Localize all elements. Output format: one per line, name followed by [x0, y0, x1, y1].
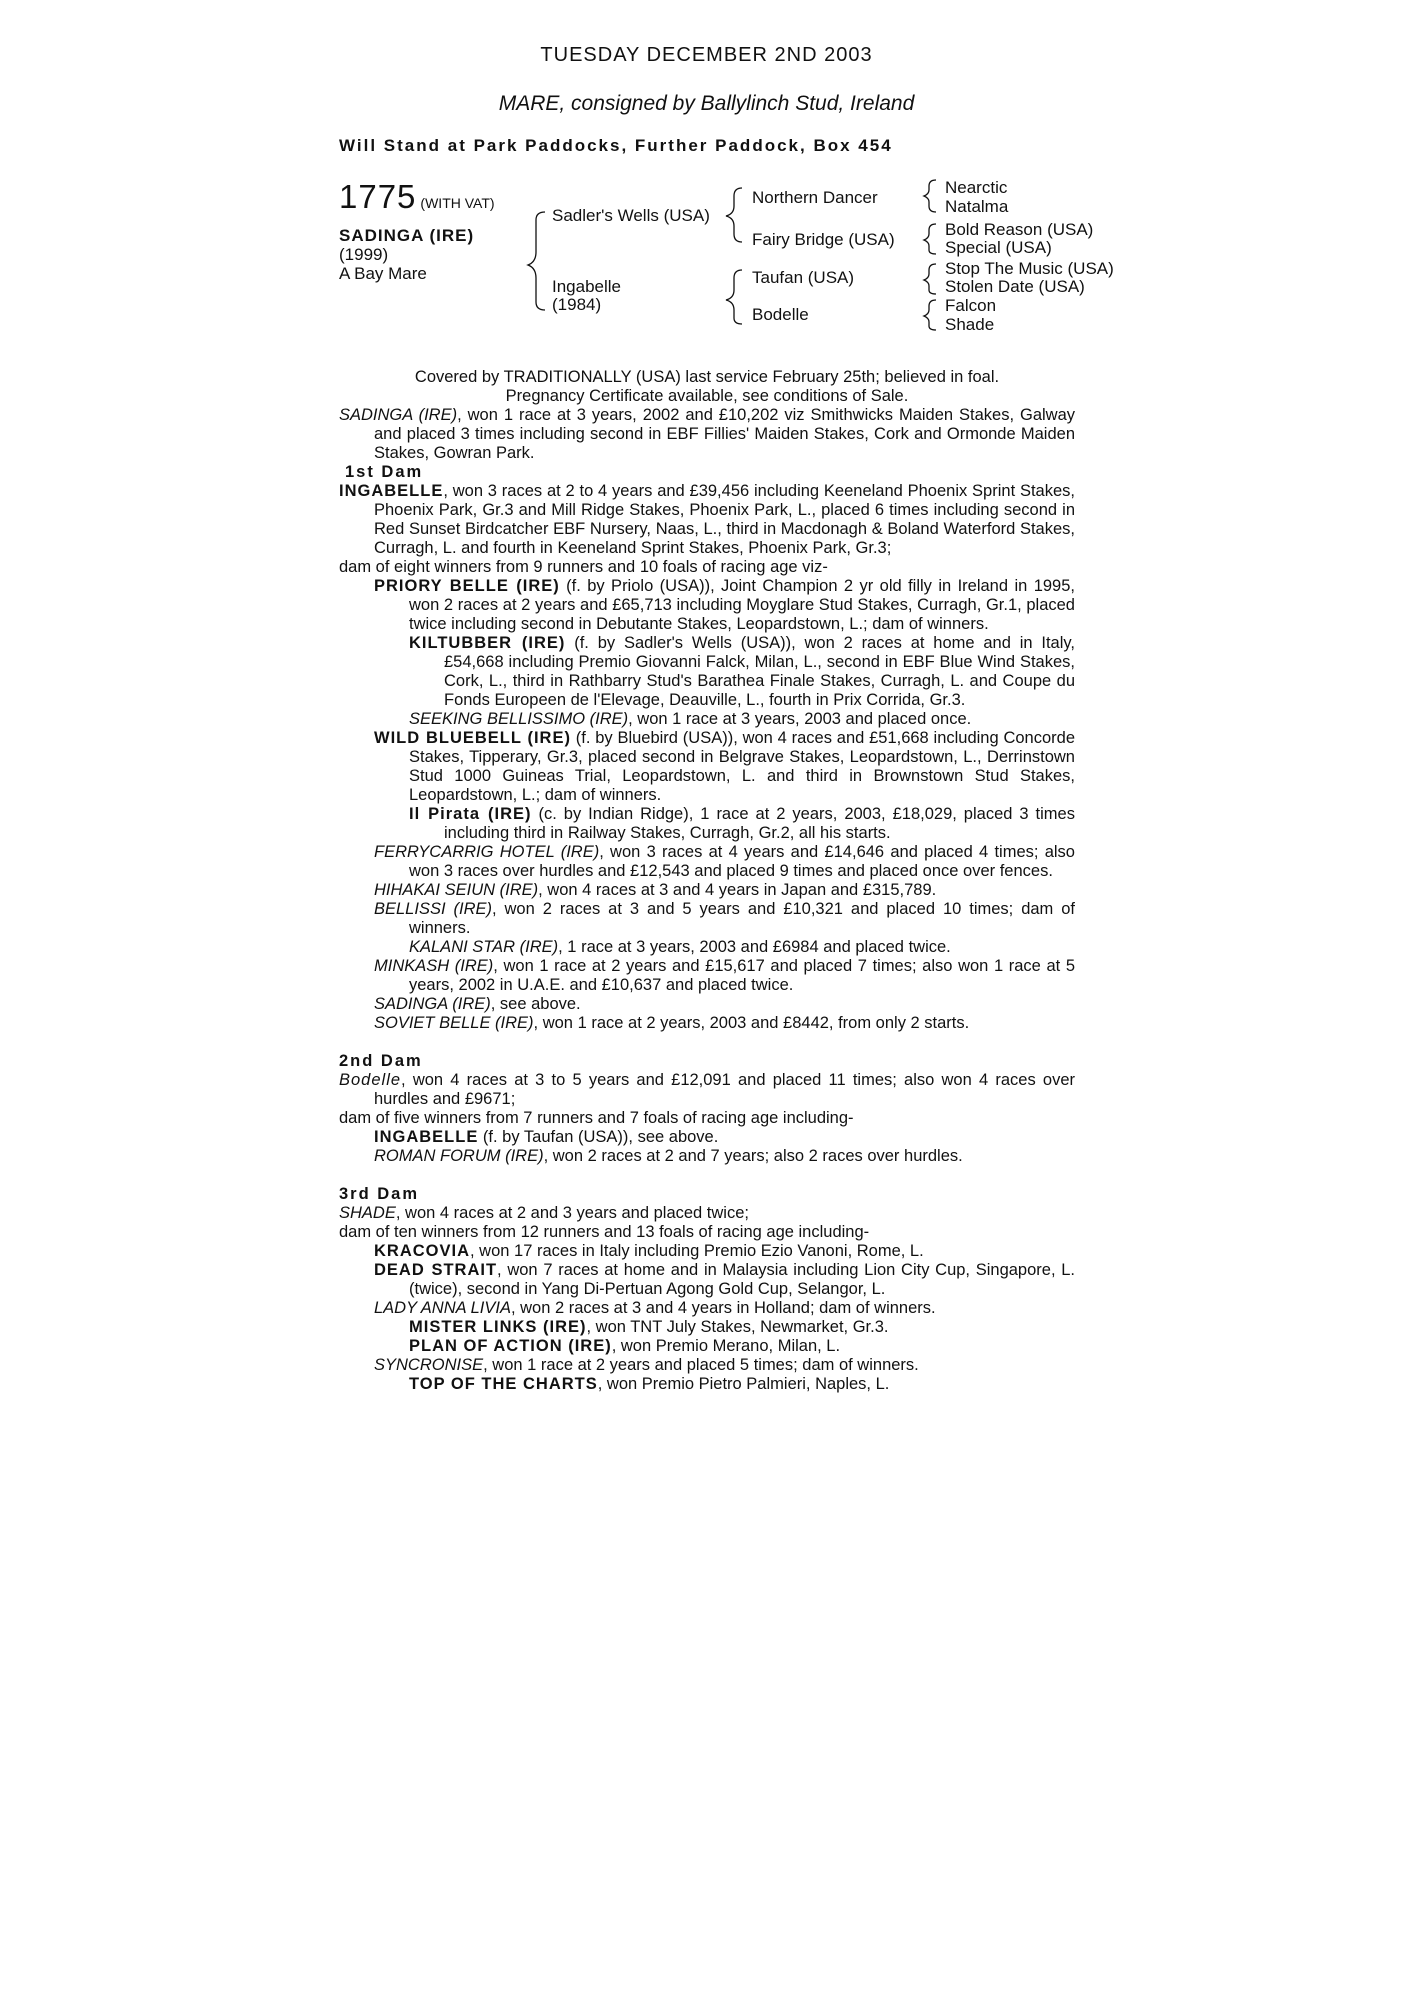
ped-g4: Special (USA): [945, 238, 1052, 257]
produce-entry-name: MINKASH (IRE): [374, 957, 494, 975]
produce-entry-text: , won 2 races at 3 and 4 years in Holland; dam of winners.: [510, 1299, 936, 1317]
produce-entry-text: , won 1 race at 2 years, 2003 and £8442, from only 2 starts.: [533, 1014, 970, 1032]
produce-entry-text: , won 1 race at 2 years and £15,617 and placed 7 times; also won 1 race at 5 years, 2002 in U.A.E. and £10,637 and placed twice.: [409, 957, 1075, 994]
produce-entry: [339, 710, 1075, 729]
produce-entry-text: , see above.: [490, 995, 581, 1013]
ped-g2: Natalma: [945, 197, 1009, 216]
produce-entry-name: SEEKING BELLISSIMO (IRE): [409, 710, 629, 728]
ped-g1: Nearctic: [945, 178, 1008, 197]
produce-entry-name: SADINGA (IRE): [374, 995, 491, 1013]
produce-entry-name: KRACOVIA: [374, 1242, 471, 1260]
produce-entry-name: Il Pirata (IRE): [409, 805, 532, 823]
produce-entry-text: , 1 race at 3 years, 2003 and £6984 and placed twice.: [558, 938, 951, 956]
lot-performance-name: SADINGA (IRE): [339, 406, 458, 424]
produce-entry-text: , won Premio Merano, Milan, L.: [611, 1337, 841, 1355]
first-dam-produce: dam of eight winners from 9 runners and 10 foals of racing age viz-: [339, 558, 828, 576]
produce-entry: [339, 1014, 1075, 1033]
produce-entry-text: , won TNT July Stakes, Newmarket, Gr.3.: [586, 1318, 889, 1336]
ped-g8: Shade: [945, 315, 995, 334]
ped-g5: Stop The Music (USA): [945, 259, 1114, 278]
covered-line-2: Pregnancy Certificate available, see conditions of Sale.: [505, 387, 909, 405]
produce-entry-name: FERRYCARRIG HOTEL (IRE): [374, 843, 600, 861]
first-dam-record: [339, 482, 1075, 558]
first-dam-text: , won 3 races at 2 to 4 years and £39,456 including Keeneland Phoenix Sprint Stakes, Phoenix Park, Gr.3 and Mill Ridge Stakes, Phoenix Park, L., placed 6 times including second in Red Sunset Birdcatcher EBF Nursery, Naas, L., third in Macdonagh & Boland Waterford Stakes, Curragh, L. and fourth in Keeneland Sprint Stakes, Phoenix Park, Gr.3;: [374, 482, 1075, 557]
produce-entry-name: KILTUBBER (IRE): [409, 634, 566, 652]
produce-entry-name: KALANI STAR (IRE): [409, 938, 559, 956]
produce-entry-text: (f. by Sadler's Wells (USA)), won 2 races at home and in Italy, £54,668 including Premio Giovanni Falck, Milan, L., second in EBF Blue Wind Stakes, Cork, L., third in Rathbarry Stud's Barathea Finale Stakes, Curragh, L. and Coupe du Fonds Europeen de l'Elevage, Deauville, L., fourth in Prix Corrida, Gr.3.: [444, 634, 1075, 709]
horse-description: A Bay Mare: [339, 264, 427, 283]
produce-entry-name: WILD BLUEBELL (IRE): [374, 729, 571, 747]
produce-entry-name: SYNCRONISE: [374, 1356, 484, 1374]
second-dam-produce: dam of five winners from 7 runners and 7 foals of racing age including-: [339, 1109, 854, 1127]
ped-dam: Ingabelle: [552, 277, 622, 296]
first-dam-heading: 1st Dam: [345, 463, 424, 481]
first-dam-name: INGABELLE: [339, 482, 444, 500]
lot-number-value: 1775: [339, 178, 417, 215]
sale-date: TUESDAY DECEMBER 2ND 2003: [540, 44, 873, 66]
produce-entry-name: BELLISSI (IRE): [374, 900, 492, 918]
ped-g7: Falcon: [945, 296, 997, 315]
produce-entry-text: (f. by Priolo (USA)), Joint Champion 2 yr old filly in Ireland in 1995, won 2 races at 2 years and £65,713 including Moyglare Stud Stakes, Curragh, Gr.1, placed twice including second in Debutante Stakes, Leopardstown, L.; dam of winners.: [409, 577, 1075, 633]
produce-entry-name: PRIORY BELLE (IRE): [374, 577, 560, 595]
ped-dam-sire: Taufan (USA): [752, 268, 855, 287]
ped-sire-sire: Northern Dancer: [752, 188, 878, 207]
second-dam-heading: 2nd Dam: [339, 1052, 423, 1070]
ped-g6: Stolen Date (USA): [945, 277, 1085, 296]
covered-line-1: Covered by TRADITIONALLY (USA) last service February 25th; believed in foal.: [414, 368, 1000, 386]
produce-entry: [339, 634, 1075, 710]
produce-entry-text: (f. by Bluebird (USA)), won 4 races and £51,668 including Concorde Stakes, Tipperary, Gr.3, placed second in Belgrave Stakes, Leopardstown, L., Derrinstown Stud 1000 Guineas Trial, Leopardstown, L. and third in Brownstown Stud Stakes, Leopardstown, L.; dam of winners.: [409, 729, 1076, 804]
second-dam-text: , won 4 races at 3 to 5 years and £12,091 and placed 11 times; also won 4 races over hurdles and £9671;: [374, 1071, 1075, 1108]
produce-entry: [339, 843, 1075, 881]
produce-entry-text: , won 2 races at 3 and 5 years and £10,321 and placed 10 times; dam of winners.: [409, 900, 1075, 937]
produce-entry-name: TOP OF THE CHARTS: [409, 1375, 598, 1393]
produce-entry-text: , won 3 races at 4 years and £14,646 and placed 4 times; also won 3 races over hurdles and £12,543 and placed 9 times and placed once over fences.: [409, 843, 1075, 880]
ped-g3: Bold Reason (USA): [945, 220, 1094, 239]
produce-entry-text: (f. by Taufan (USA)), see above.: [478, 1128, 719, 1146]
ped-dam-dam: Bodelle: [752, 305, 809, 324]
produce-entry-name: HIHAKAI SEIUN (IRE): [374, 881, 539, 899]
produce-entry: [339, 900, 1075, 938]
third-dam-record: [339, 1204, 1075, 1223]
produce-entry: [339, 1299, 1075, 1318]
produce-entry-text: , won Premio Pietro Palmieri, Naples, L.: [597, 1375, 890, 1393]
stand-location: Will Stand at Park Paddocks, Further Paddock, Box 454: [339, 136, 893, 155]
horse-name: SADINGA (IRE): [339, 226, 475, 245]
produce-entry-name: PLAN OF ACTION (IRE): [409, 1337, 612, 1355]
ped-dam-year: (1984): [552, 295, 602, 314]
second-dam-name: Bodelle: [339, 1071, 402, 1089]
produce-entry-text: , won 17 races in Italy including Premio Ezio Vanoni, Rome, L.: [470, 1242, 924, 1260]
horse-year: (1999): [339, 245, 389, 264]
produce-entry: [339, 1318, 1075, 1337]
third-dam-produce: dam of ten winners from 12 runners and 13 foals of racing age including-: [339, 1223, 870, 1241]
produce-entry-text: , won 1 race at 2 years and placed 5 times; dam of winners.: [483, 1356, 919, 1374]
produce-entry: [339, 1147, 1075, 1166]
produce-entry: [339, 1242, 1075, 1261]
ped-sire-dam: Fairy Bridge (USA): [752, 230, 895, 249]
produce-entry-name: INGABELLE: [374, 1128, 479, 1146]
lot-performance: [339, 406, 1075, 463]
produce-entry: [339, 957, 1075, 995]
produce-entry: [339, 1337, 1075, 1356]
produce-entry-name: ROMAN FORUM (IRE): [374, 1147, 544, 1165]
produce-entry: [339, 1375, 1075, 1394]
vat-note: (WITH VAT): [420, 195, 495, 211]
third-dam-entries: [339, 1242, 1075, 1394]
third-dam-heading: 3rd Dam: [339, 1185, 420, 1203]
lot-performance-text: , won 1 race at 3 years, 2002 and £10,202 viz Smithwicks Maiden Stakes, Galway and placed 3 times including second in EBF Fillies' Maiden Stakes, Cork and Ormonde Maiden Stakes, Gowran Park.: [374, 406, 1076, 462]
produce-entry: [339, 1261, 1075, 1299]
ped-sire: Sadler's Wells (USA): [552, 206, 710, 225]
second-dam-record: [339, 1071, 1075, 1109]
produce-entry: [339, 1356, 1075, 1375]
produce-entry-text: , won 7 races at home and in Malaysia including Lion City Cup, Singapore, L. (twice), second in Yang Di-Pertuan Agong Gold Cup, Selangor, L.: [409, 1261, 1076, 1298]
produce-entry-text: , won 2 races at 2 and 7 years; also 2 races over hurdles.: [543, 1147, 963, 1165]
produce-entry-text: , won 1 race at 3 years, 2003 and placed once.: [628, 710, 972, 728]
produce-entry-name: DEAD STRAIT: [374, 1261, 498, 1279]
produce-entry: [339, 577, 1075, 634]
produce-entry-name: MISTER LINKS (IRE): [409, 1318, 587, 1336]
catalogue-body: [339, 368, 1075, 1394]
produce-entry: [339, 881, 1075, 900]
produce-entry: [339, 1128, 1075, 1147]
produce-entry: [339, 729, 1075, 805]
produce-entry-name: SOVIET BELLE (IRE): [374, 1014, 534, 1032]
produce-entry-text: (c. by Indian Ridge), 1 race at 2 years, 2003, £18,029, placed 3 times including third in Railway Stakes, Curragh, Gr.2, all his starts.: [444, 805, 1075, 842]
produce-entry: [339, 995, 1075, 1014]
third-dam-name: SHADE: [339, 1204, 396, 1222]
produce-entry: [339, 805, 1075, 843]
pedigree-brackets: [0, 0, 1413, 340]
third-dam-text: , won 4 races at 2 and 3 years and placed twice;: [395, 1204, 749, 1222]
produce-entry-text: , won 4 races at 3 and 4 years in Japan and £315,789.: [538, 881, 937, 899]
produce-entry: [339, 938, 1075, 957]
second-dam-entries: [339, 1128, 1075, 1166]
first-dam-entries: [339, 577, 1075, 1033]
produce-entry-name: LADY ANNA LIVIA: [374, 1299, 511, 1317]
consignment-line: MARE, consigned by Ballylinch Stud, Ireland: [498, 92, 915, 115]
